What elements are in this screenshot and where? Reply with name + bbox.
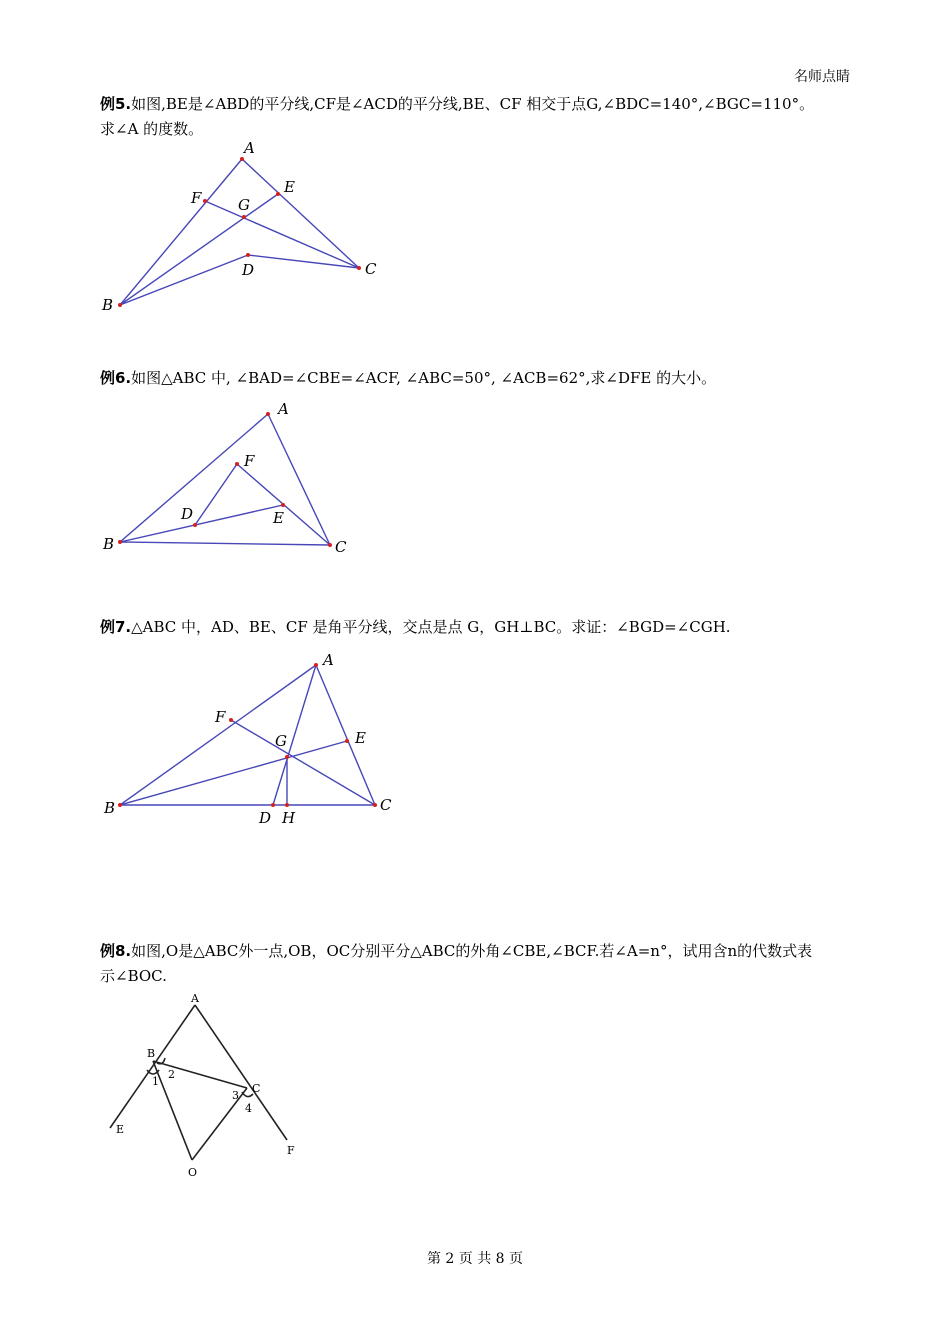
angle-label-2: 2 [168,1068,175,1081]
label-f: F [287,1144,295,1157]
problem-8 [100,939,860,989]
problem-7 [100,615,860,640]
label-e: E [284,178,295,196]
problem-text: 如图△ABC 中, ∠BAD=∠CBE=∠ACF, ∠ABC=50°, ∠ACB=62°,求∠DFE 的大小。 [131,369,717,387]
label-d: D [181,505,194,523]
label-b: B [103,535,115,553]
problem-number: 例6. [100,369,132,387]
figure-8 [95,988,315,1188]
label-e: E [355,729,366,747]
page-footer: 第 2 页 共 8 页 [426,1251,524,1267]
problem-number: 例7. [100,618,132,636]
label-c: C [252,1082,261,1095]
label-c: C [380,796,392,814]
label-g: G [238,196,250,214]
problem-text-continued: 求∠A 的度数。 [100,120,204,138]
label-o: O [188,1166,198,1179]
header-note: 名师点睛 [794,69,850,85]
problem-6 [100,366,860,391]
problem-text: 如图,BE是∠ABD的平分线,CF是∠ACD的平分线,BE、CF 相交于点G,∠BDC=140°,∠BGC=110°。 [131,95,815,113]
figure-6 [95,400,365,560]
label-a: A [244,139,255,157]
angle-label-3: 3 [232,1089,239,1102]
label-a: A [323,651,334,669]
problem-text-continued: 示∠BOC. [100,967,167,985]
label-b: B [104,799,116,817]
label-d: D [242,261,255,279]
label-f: F [244,452,255,470]
angle-label-1: 1 [152,1075,159,1088]
label-d: D [259,809,272,827]
label-b: B [147,1047,156,1060]
problem-text: △ABC 中，AD、BE、CF 是角平分线，交点是点 G，GH⊥BC。求证：∠BGD=∠CGH. [131,618,731,636]
angle-label-4: 4 [245,1102,252,1115]
label-b: B [102,296,114,314]
label-c: C [365,260,377,278]
label-f: F [191,189,202,207]
figure-7 [95,645,405,835]
label-a: A [191,992,199,1005]
label-g: G [275,732,287,750]
label-e: E [116,1123,125,1136]
label-h: H [282,809,296,827]
figure-5 [95,135,395,320]
label-a: A [278,400,289,418]
problem-number: 例8. [100,942,132,960]
label-c: C [335,538,347,556]
label-f: F [215,708,226,726]
label-e: E [273,509,284,527]
problem-text: 如图,O是△ABC外一点,OB，OC分别平分△ABC的外角∠CBE,∠BCF.若∠A=n°，试用含n的代数式表 [131,942,813,960]
problem-number: 例5. [100,95,132,113]
